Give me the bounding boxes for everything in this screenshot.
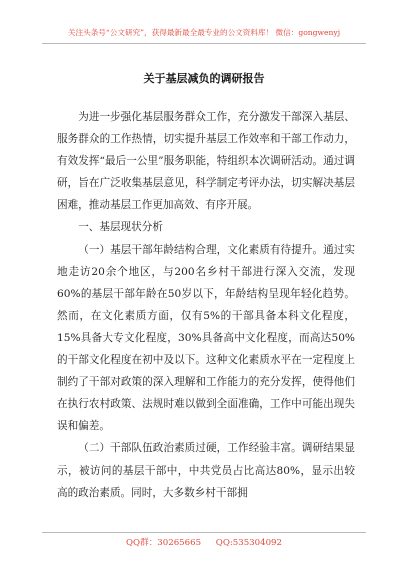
footer-divider bbox=[42, 532, 366, 533]
footer-qq-number: QQ:535304092 bbox=[215, 538, 282, 548]
section-heading: 一、基层现状分析 bbox=[78, 221, 163, 234]
paragraph-political-quality: （二）干部队伍政治素质过硬，工作经验丰富。调研结果显示，被访问的基层干部中，中共党员占比高达80%，显示出较高的政治素质。同时，大多数乡村干部拥 bbox=[57, 442, 355, 499]
footer-contacts bbox=[0, 536, 408, 548]
document-body bbox=[57, 106, 355, 504]
footer-qq-group: QQ群：30265665 bbox=[126, 538, 202, 548]
intro-paragraph: 为进一步强化基层服务群众工作，充分激发干部深入基层、服务群众的工作热情，切实提升基层工作效率和干部工作动力，有效发挥“最后一公里”服务职能，特组织本次调研活动。通过调研，旨在广泛收集基层意见，科学制定考评办法，切实解决基层困难，推动基层工作更加高效、有序开展。 bbox=[57, 111, 355, 212]
paragraph-age-structure: （一）基层干部年龄结构合理，文化素质有待提升。通过实地走访20余个地区，与200名乡村干部进行深入交流，发现60%的基层干部年龄在50岁以下，年龄结构呈现年轻化趋势。然而，在文化素质方面，仅有5%的干部具备本科文化程度，15%具备大专文化程度，30%具备高中文化程度，而高达50%的干部文化程度在初中及以下。这种文化素质水平在一定程度上制约了干部对政策的深入理解和工作能力的充分发挥，使得他们在执行农村政策、法规时难以做到全面准确，工作中可能出现失误和偏差。 bbox=[57, 243, 355, 433]
document-title: 关于基层减负的调研报告 bbox=[143, 72, 265, 85]
header-notice: 关注头条号“公文研究”，获得最新最全最专业的公文资料库！ 微信：gongwenyj bbox=[67, 28, 341, 37]
header-divider bbox=[42, 43, 366, 44]
